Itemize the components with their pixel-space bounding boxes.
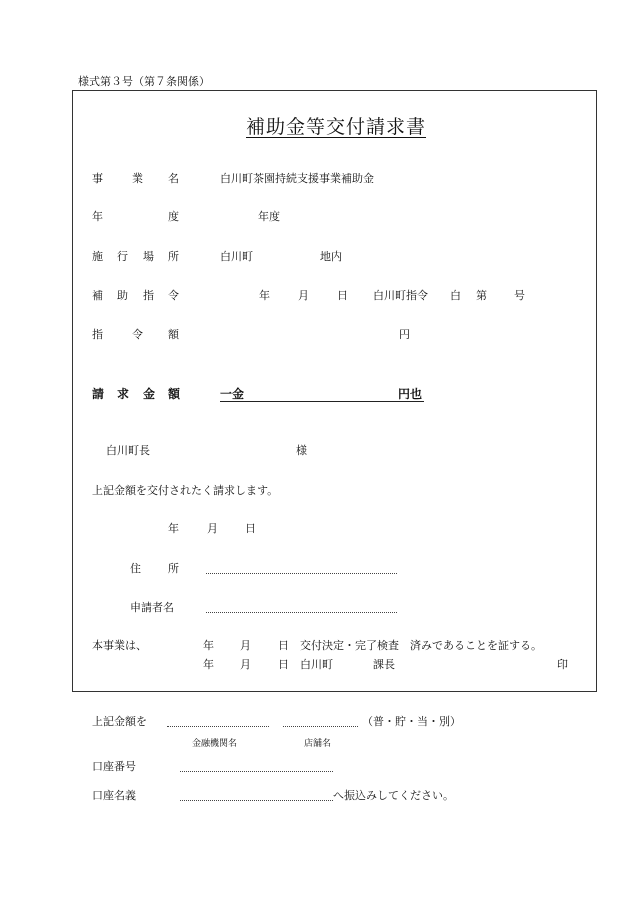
label-nendo-2: 度 [168,210,179,223]
request-day: 日 [245,522,256,535]
label-seikyu-3: 金 [143,387,156,401]
branch-name-label: 店舗名 [304,739,332,749]
transfer-text: へ振込みしてください。 [333,789,454,802]
order-day: 日 [337,289,348,302]
ordered-amount-yen: 円 [399,328,410,341]
branch-name-field[interactable] [283,726,358,727]
claim-ikkin: 一金 [220,387,245,401]
certify-chief: 課長 [373,658,395,671]
applicant-name-field[interactable] [206,612,397,613]
label-shikou-2: 行 [117,250,128,263]
certify-year: 年 [203,639,214,652]
request-month: 月 [207,522,218,535]
label-address-2: 所 [168,562,179,575]
addressee: 白川町長 [106,444,150,457]
order-haku: 白 [450,289,461,302]
label-nendo-1: 年 [92,210,103,223]
label-hojo-4: 令 [168,289,179,302]
address-field[interactable] [206,573,397,574]
bank-name-field[interactable] [167,726,269,727]
account-number-label: 口座番号 [92,760,136,773]
certify-day-2: 日 [278,658,289,671]
label-jigyou-2: 業 [132,172,143,185]
order-dai: 第 [476,289,487,302]
label-hojo-1: 補 [92,289,103,302]
label-seikyu-1: 請 [92,387,105,401]
form-number: 様式第３号（第７条関係） [78,75,210,88]
label-jigyou-1: 事 [92,172,103,185]
label-seikyu-4: 額 [168,387,181,401]
label-shireigaku-1: 指 [92,328,103,341]
claim-enya: 円也 [398,387,423,401]
certify-prefix: 本事業は、 [92,639,147,652]
label-shireigaku-2: 令 [132,328,143,341]
certify-day: 日 [278,639,289,652]
order-month: 月 [298,289,309,302]
seal-mark: 印 [557,658,568,671]
fiscal-year-value: 年度 [258,210,280,223]
account-types: （普・貯・当・別） [362,715,461,728]
request-year: 年 [168,522,179,535]
label-shireigaku-3: 額 [168,328,179,341]
order-command: 白川町指令 [373,289,428,302]
label-hojo-2: 助 [117,289,128,302]
certify-month-2: 月 [240,658,251,671]
claim-amount-line [220,401,424,402]
site-town-value: 白川町 [220,250,253,263]
site-area-value: 地内 [320,250,342,263]
label-address-1: 住 [130,562,141,575]
certify-month: 月 [240,639,251,652]
certify-town: 白川町 [300,658,333,671]
label-shikou-4: 所 [168,250,179,263]
label-seikyu-2: 求 [117,387,130,401]
label-jigyou-3: 名 [168,172,179,185]
order-year: 年 [259,289,270,302]
request-statement: 上記金額を交付されたく請求します。 [92,484,279,497]
label-hojo-3: 指 [143,289,154,302]
certify-statement: 交付決定・完了検査 済みであることを証する。 [300,639,542,652]
order-go: 号 [514,289,525,302]
account-name-field[interactable] [180,800,333,801]
bank-name-label: 金融機関名 [192,739,238,749]
bank-intro: 上記金額を [92,715,147,728]
label-applicant-name: 申請者名 [130,601,174,614]
addressee-sama: 様 [296,444,307,457]
label-shikou-3: 場 [143,250,154,263]
page-title: 補助金等交付請求書 [246,116,427,138]
project-name-value: 白川町茶園持続支援事業補助金 [220,172,374,185]
account-name-label: 口座名義 [92,789,136,802]
label-shikou-1: 施 [92,250,103,263]
certify-year-2: 年 [203,658,214,671]
account-number-field[interactable] [180,771,333,772]
